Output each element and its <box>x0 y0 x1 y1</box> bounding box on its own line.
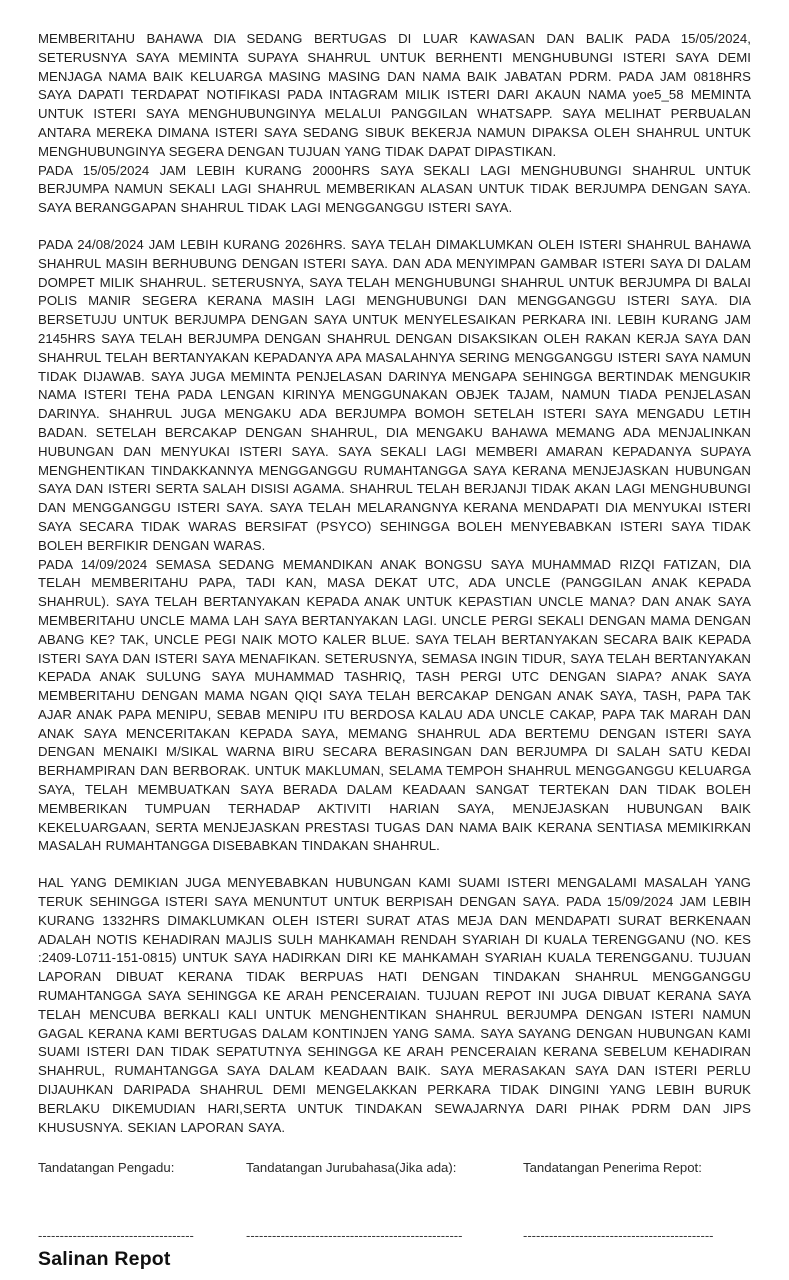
signature-label-penerima: Tandatangan Penerima Repot: <box>523 1160 702 1175</box>
signature-line-jurubahasa: -------------------------------------------------- <box>246 1228 463 1243</box>
report-paragraph-1 <box>38 30 751 218</box>
report-text-segment: PADA 14/09/2024 SEMASA SEDANG MEMANDIKAN ANAK BONGSU SAYA MUHAMMAD RIZQI FATIZAN, DIA TELAH MEMBERITAHU PAPA, TADI KAN, MASA DEKAT UTC, ADA UNCLE (PANGGILAN ANAK KEPADA SHAHRUL). SAYA TELAH BERTANYAKAN KEPADA ANAK UNTUK KEPASTIAN UNCLE MANA? DAN ANAK SAYA MEMBERITAHU UNCLE MAMA LAH SAYA BERTANYAKAN LAGI. UNCLE PERGI SEKALI DENGAN MAMA DENGAN ABANG KE? TAK, UNCLE PEGI NAIK MOTO KALER BLUE. SAYA TELAH BERTANYAKAN SECARA BAIK KEPADA ISTERI SAYA DAN ISTERI SAYA MENAFIKAN. SETERUSNYA, SEMASA INGIN TIDUR, SAYA TELAH BERTANYAKAN KEPADA ANAK SULUNG SAYA MUHAMMAD TASHRIQ, TASH PERGI UTC DENGAN SIAPA? ANAK SAYA MEMBERITAHU DENGAN MAMA NGAN QIQI SAYA TELAH BERCAKAP DENGAN ANAK SAYA, TASH, PAPA TAK AJAR ANAK PAPA MENIPU, SEBAB MENIPU ITU BERDOSA KALAU ADA UNCLE CAKAP, PAPA TAK MARAH DAN ANAK SAYA MENCERITAKAN KEPADA SAYA, MEMANG SHAHRUL ADA BERTEMU DENGAN ISTERI SAYA DENGAN MENAIKI M/SIKAL WARNA BIRU SECARA BERASINGAN DAN BERJUMPA DI SALAH SATU KEDAI BERHAMPIRAN DAN BERBORAK. UNTUK MAKLUMAN, SELAMA TEMPOH SHAHRUL MENGGANGGU KELUARGA SAYA, TELAH MEMBUATKAN SAYA BERADA DALAM KEADAAN SANGAT TERTEKAN DAN TIDAK BOLEH MEMBERIKAN TUMPUAN TERHADAP AKTIVITI HARIAN SAYA, MENJEJASKAN HUBUNGAN BAIK KEKELUARGAAN, SERTA MENJEJASKAN PRESTASI TUGAS DAN NAMA BAIK KERANA SENTIASA MEMIKIRKAN MASALAH RUMAHTANGGA DISEBABKAN TINDAKAN SHAHRUL. <box>38 556 751 854</box>
report-text-segment: MEMBERITAHU BAHAWA DIA SEDANG BERTUGAS DI LUAR KAWASAN DAN BALIK PADA 15/05/2024, SETERUSNYA SAYA MEMINTA SUPAYA SHAHRUL UNTUK BERHENTI MENGHUBUNGI ISTERI SAYA DEMI MENJAGA NAMA BAIK KELUARGA MASING MASING DAN NAMA BAIK JABATAN PDRM. PADA JAM 0818HRS SAYA DAPATI TERDAPAT NOTIFIKASI PADA INTAGRAM MILIK ISTERI DARI AKAUN NAMA yoe5_58 MEMINTA UNTUK ISTERI SAYA MENGHUBUNGINYA MELALUI PANGGILAN WHATSAPP. SAYA MELIHAT PERBUALAN ANTARA MEREKA DIMANA ISTERI SAYA SEDANG SIBUK BEKERJA NAMUN DIPAKSA OLEH SHAHRUL UNTUK MENGHUBUNGINYA SEGERA DENGAN TUJUAN YANG TIDAK DAPAT DIPASTIKAN. <box>38 31 751 159</box>
signature-label-jurubahasa: Tandatangan Jurubahasa(Jika ada): <box>246 1160 457 1175</box>
copy-label: Salinan Repot <box>38 1248 171 1270</box>
signature-line-penerima: -------------------------------------------- <box>523 1228 714 1243</box>
report-paragraph-2 <box>38 236 751 856</box>
report-text-segment: PADA 24/08/2024 JAM LEBIH KURANG 2026HRS. SAYA TELAH DIMAKLUMKAN OLEH ISTERI SHAHRUL BAHAWA SHAHRUL MASIH BERHUBUNG DENGAN ISTERI SAYA. DAN ADA MENYIMPAN GAMBAR ISTERI SAYA DI DALAM DOMPET MILIK SHAHRUL. SETERUSNYA, SAYA TELAH MENGHUBUNGI SHAHRUL UNTUK BERJUMPA DI BALAI POLIS MANIR SEGERA KERANA MASIH LAGI MENGHUBUNGI DAN MENGGANGGU ISTERI SAYA. DIA BERSETUJU UNTUK BERJUMPA DENGAN SAYA UNTUK MENYELESAIKAN PERKARA INI. LEBIH KURANG JAM 2145HRS SAYA TELAH BERJUMPA DENGAN SHAHRUL DENGAN DISAKSIKAN OLEH RAKAN KERJA SAYA DAN SHAHRUL TELAH BERTANYAKAN KEPADANYA APA MASALAHNYA SERING MENGGANGGU ISTERI SAYA NAMUN TIDAK DIJAWAB. SAYA JUGA MEMINTA PENJELASAN DARINYA MENGAPA SEHINGGA BERTINDAK MENGUKIR NAMA ISTERI TEHA PADA LENGAN KIRINYA MENGGUNAKAN OBJEK TAJAM, NAMUN TIADA PENJELASAN DARINYA. SHAHRUL JUGA MENGAKU ADA BERJUMPA BOMOH SETELAH ISTERI SAYA MENGADU LETIH BADAN. SETELAH BERCAKAP DENGAN SHAHRUL, DIA MENGAKU BAHAWA MEMANG ADA MENJALINKAN HUBUNGAN DAN MENYUKAI ISTERI SAYA. SAYA SEKALI LAGI MEMBERI AMARAN KEPADANYA SUPAYA MENGHENTIKAN TINDAKKANNYA MENGGANGGU RUMAHTANGGA SAYA KERANA MENJEJASKAN HUBUNGAN SAYA DAN ISTERI SERTA SALAH DISISI AGAMA. SHAHRUL TELAH BERJANJI TIDAK AKAN LAGI MENGHUBUNGI DAN MENGGANGGU ISTERI SAYA. SAYA TELAH MELARANGNYA KERANA MENDAPATI DIA MENYUKAI ISTERI SAYA SECARA TIDAK WARAS BERSIFAT (PSYCO) SEHINGGA BOLEH MENYEBABKAN ISTERI SAYA TIDAK BOLEH BERFIKIR DENGAN WARAS. <box>38 236 751 553</box>
signature-block-penerima <box>523 1160 713 1243</box>
signature-block-jurubahasa <box>246 1160 462 1243</box>
report-body <box>38 30 751 1137</box>
report-text-segment: PADA 15/05/2024 JAM LEBIH KURANG 2000HRS SAYA SEKALI LAGI MENGHUBUNGI SHAHRUL UNTUK BERJUMPA NAMUN SEKALI LAGI SHAHRUL MEMBERIKAN ALASAN UNTUK TIDAK BERJUMPA DENGAN SAYA. SAYA BERANGGAPAN SHAHRUL TIDAK LAGI MENGGANGGU ISTERI SAYA. <box>38 162 751 216</box>
signature-label-pengadu: Tandatangan Pengadu: <box>38 1160 175 1175</box>
signature-block-pengadu <box>38 1160 194 1243</box>
signature-line-pengadu: ------------------------------------ <box>38 1228 194 1243</box>
report-text-segment: HAL YANG DEMIKIAN JUGA MENYEBABKAN HUBUNGAN KAMI SUAMI ISTERI MENGALAMI MASALAH YANG TERUK SEHINGGA ISTERI SAYA MENUNTUT UNTUK BERPISAH DENGAN SAYA. PADA 15/09/2024 JAM LEBIH KURANG 1332HRS DIMAKLUMKAN OLEH ISTERI SURAT ATAS MEJA DAN MENDAPATI SURAT BERKENAAN ADALAH NOTIS KEHADIRAN MAJLIS SULH MAHKAMAH RENDAH SYARIAH DI KUALA TERENGGANU (NO. KES :2409-L0711-151-0815) UNTUK SAYA HADIRKAN DIRI KE MAHKAMAH SYARIAH KUALA TERENGGANU. TUJUAN LAPORAN DIBUAT KERANA TIDAK BERPUAS HATI DENGAN TINDAKAN SHAHRUL MENGGANGGU RUMAHTANGGA SAYA SEHINGGA KE ARAH PENCERAIAN. TUJUAN REPOT INI JUGA DIBUAT KERANA SAYA TELAH MENCUBA BERKALI KALI UNTUK MENGHENTIKAN SHAHRUL BERJUMPA DENGAN ISTERI NAMUN GAGAL KERANA KAMI BERTUGAS DALAM KONTINJEN YANG SAMA. SAYA SAYANG DENGAN HUBUNGAN KAMI SUAMI ISTERI DAN TIDAK SEPATUTNYA SEHINGGA KE ARAH PENCERAIAN KERANA SEBELUM KEHADIRAN SHAHRUL, RUMAHTANGGA SAYA DALAM KEADAAN BAIK. SAYA MERASAKAN SAYA DAN ISTERI PERLU DIJAUHKAN DARIPADA SHAHRUL DEMI MENGELAKKAN PERKARA TIDAK DINGINI YANG LEBIH BURUK BERLAKU DIKEMUDIAN HARI,SERTA UNTUK TINDAKAN SEWAJARNYA DARI PIHAK PDRM DAN JIPS KHUSUSNYA. SEKIAN LAPORAN SAYA. <box>38 875 751 1135</box>
report-paragraph-3 <box>38 874 751 1137</box>
